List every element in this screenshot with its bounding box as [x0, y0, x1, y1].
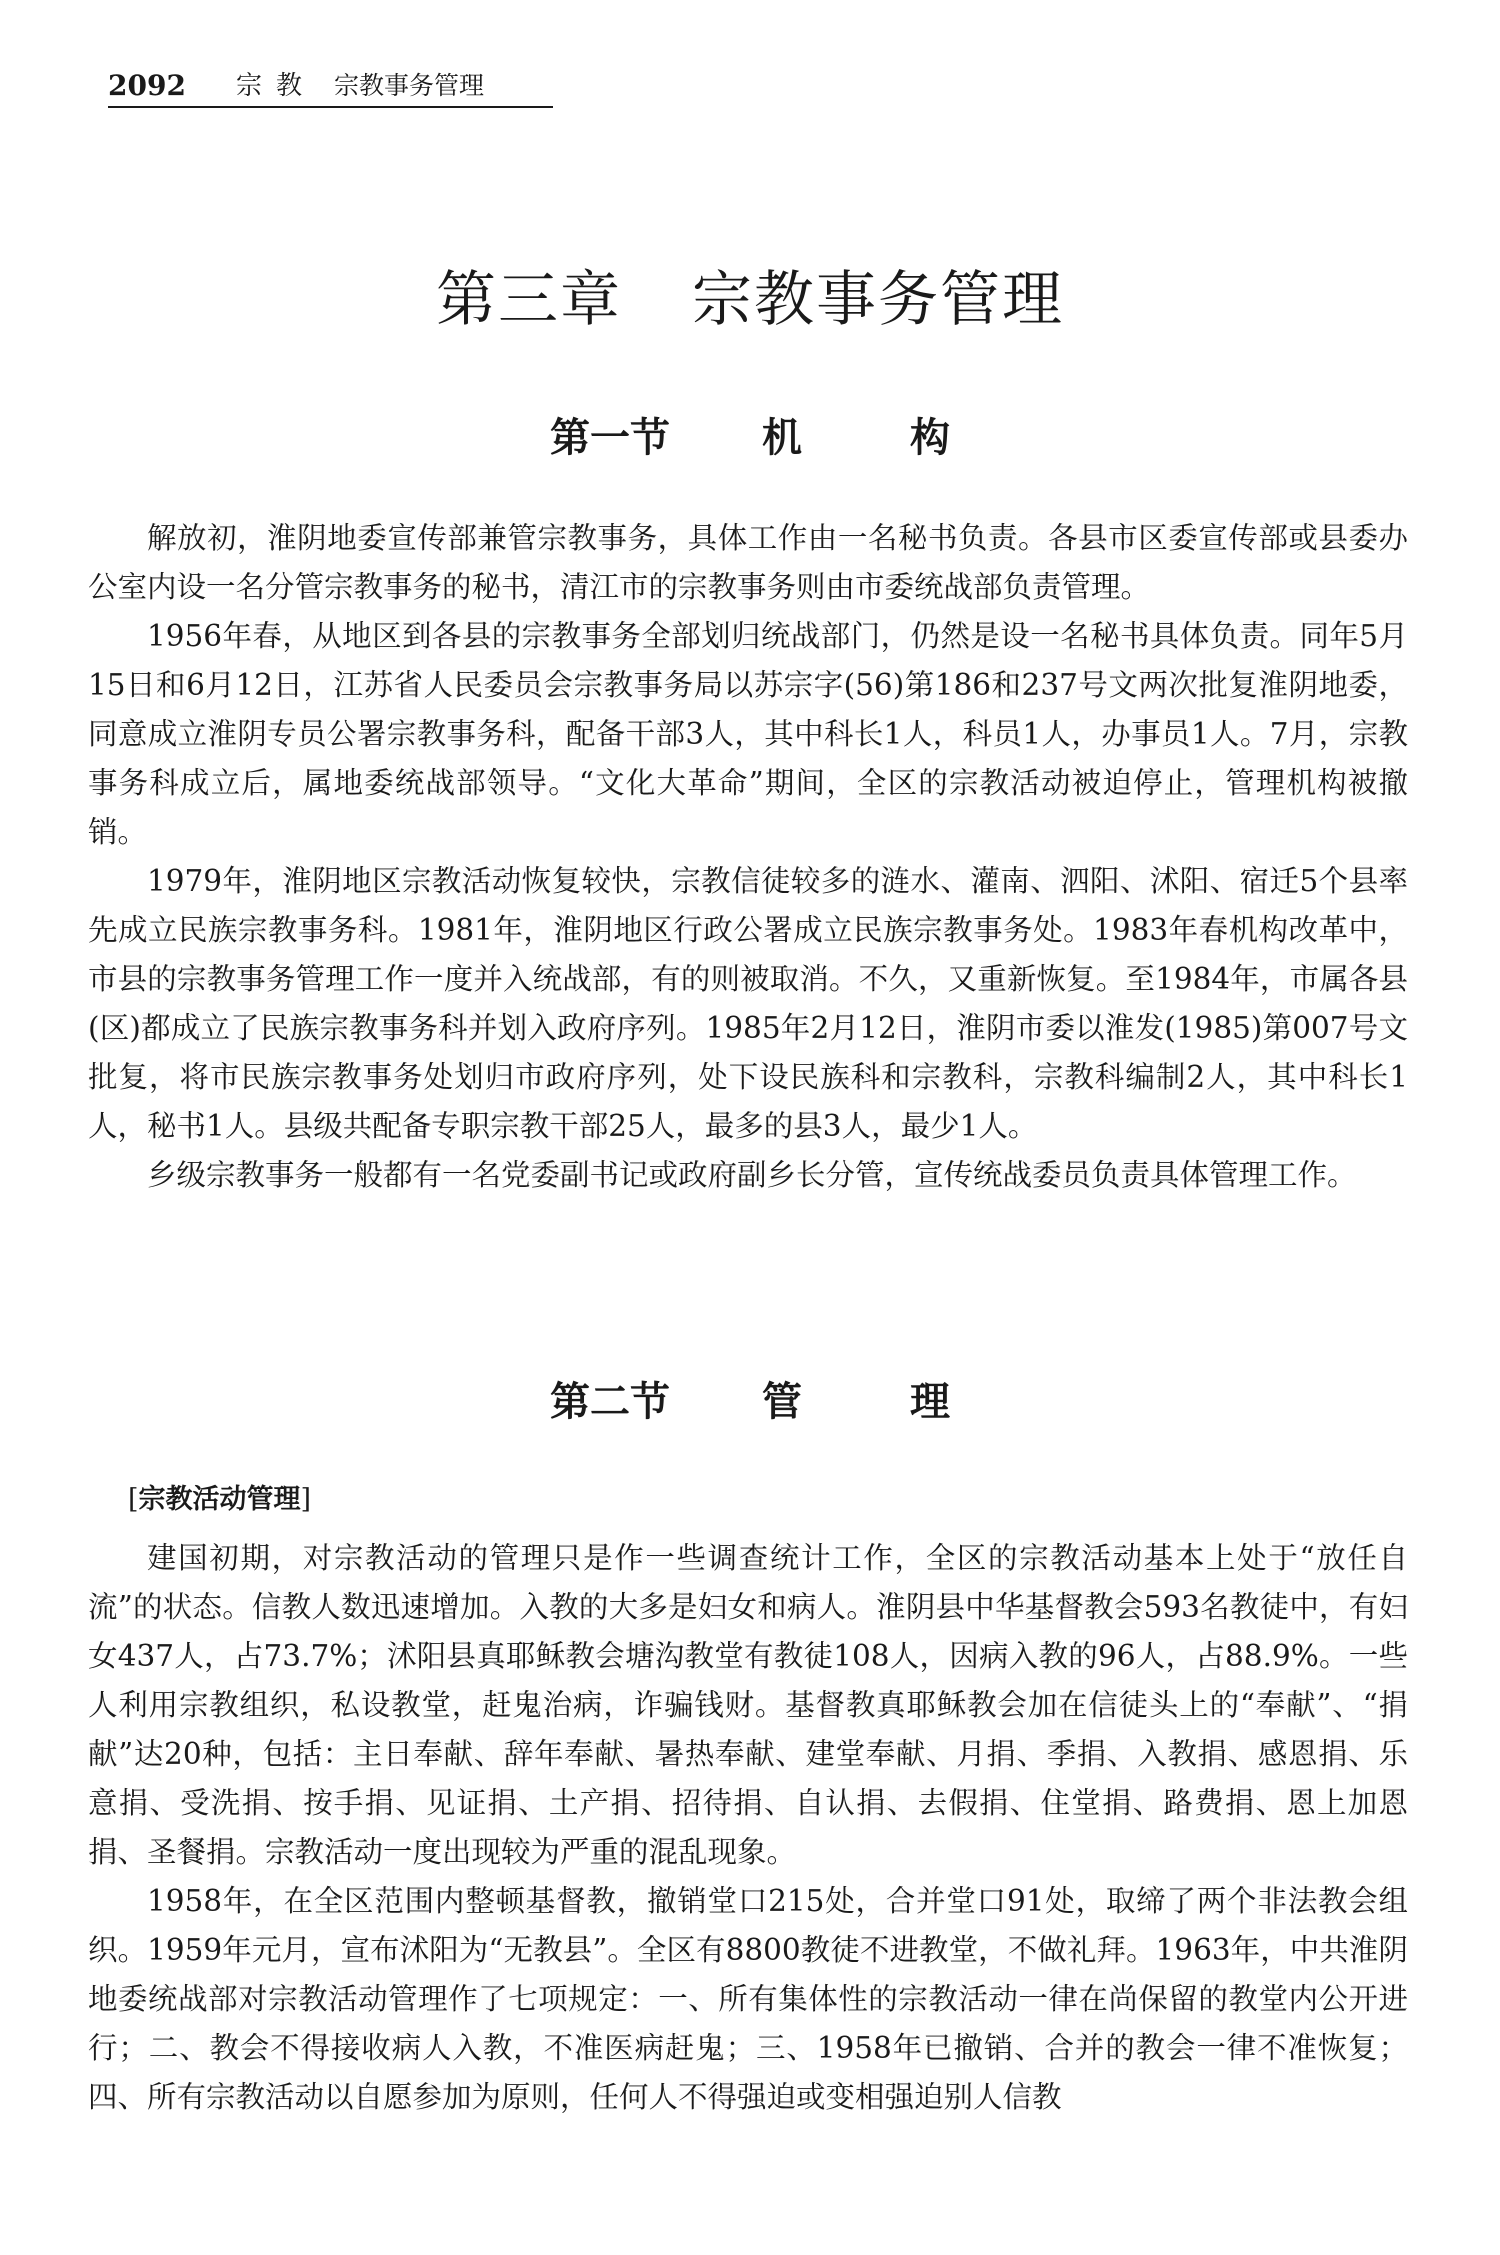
- paragraph: 解放初，淮阴地委宣传部兼管宗教事务，具体工作由一名秘书负责。各县市区委宣传部或县委办公室内设一名分管宗教事务的秘书，清江市的宗教事务则由市委统战部负责管理。: [88, 521, 1408, 604]
- paragraph: 1958年，在全区范围内整顿基督教，撤销堂口215处，合并堂口91处，取缔了两个非法教会组织。1959年元月，宣布沭阳为“无教县”。全区有8800教徒不进教堂，不做礼拜。1963年，中共淮阴地委统战部对宗教活动管理作了七项规定：一、所有集体性的宗教活动一律在尚保留的教堂内公开进行；二、教会不得接收病人入教，不准医病赶鬼；三、1958年已撤销、合并的教会一律不准恢复；四、所有宗教活动以自愿参加为原则，任何人不得强迫或变相强迫别人信教: [88, 1884, 1408, 2114]
- subheading: [宗教活动管理]: [128, 1484, 312, 1515]
- section-2-char-2: 理: [910, 1379, 950, 1425]
- paragraph: 建国初期，对宗教活动的管理只是作一些调查统计工作，全区的宗教活动基本上处于“放任自流”的状态。信教人数迅速增加。入教的大多是妇女和病人。淮阴县中华基督教会593名教徒中，有妇女437人，占73.7%；沭阳县真耶稣教会塘沟教堂有教徒108人，因病入教的96人，占88.9%。一些人利用宗教组织，私设教堂，赶鬼治病，诈骗钱财。基督教真耶稣教会加在信徒头上的“奉献”、“捐献”达20种，包括：主日奉献、辞年奉献、暑热奉献、建堂奉献、月捐、季捐、入教捐、感恩捐、乐意捐、受洗捐、按手捐、见证捐、土产捐、招待捐、自认捐、去假捐、住堂捐、路费捐、恩上加恩捐、圣餐捐。宗教活动一度出现较为严重的混乱现象。: [88, 1541, 1408, 1869]
- chapter-name: 宗教事务管理: [692, 265, 1064, 335]
- section-2-char-1: 管: [762, 1379, 802, 1425]
- subheading-text: 宗教活动管理: [138, 1484, 301, 1515]
- section-1-label: 第一节: [550, 415, 670, 461]
- section-1-body: [88, 514, 1408, 1200]
- page-number: 2092: [108, 69, 186, 102]
- chapter-title: [0, 262, 1500, 338]
- paragraph: 乡级宗教事务一般都有一名党委副书记或政府副乡长分管，宣传统战委员负责具体管理工作。: [147, 1158, 1357, 1192]
- section-2-title: [0, 1376, 1500, 1428]
- section-2-label: 第二节: [550, 1379, 670, 1425]
- header-subsection: 宗教事务管理: [333, 71, 484, 100]
- paragraph: 1956年春，从地区到各县的宗教事务全部划归统战部门，仍然是设一名秘书具体负责。同年5月15日和6月12日，江苏省人民委员会宗教事务局以苏宗字(56)第186和237号文两次批复淮阴地委，同意成立淮阴专员公署宗教事务科，配备干部3人，其中科长1人，科员1人，办事员1人。7月，宗教事务科成立后，属地委统战部领导。“文化大革命”期间，全区的宗教活动被迫停止，管理机构被撤销。: [88, 619, 1408, 849]
- header-section: 宗教: [235, 71, 316, 101]
- section-2-body: [88, 1534, 1408, 2122]
- paragraph: 1979年，淮阴地区宗教活动恢复较快，宗教信徒较多的涟水、灌南、泗阳、沭阳、宿迁5个县率先成立民族宗教事务科。1981年，淮阴地区行政公署成立民族宗教事务处。1983年春机构改革中，市县的宗教事务管理工作一度并入统战部，有的则被取消。不久，又重新恢复。至1984年，市属各县(区)都成立了民族宗教事务科并划入政府序列。1985年2月12日，淮阴市委以淮发(1985)第007号文批复，将市民族宗教事务处划归市政府序列，处下设民族科和宗教科，宗教科编制2人，其中科长1人，秘书1人。县级共配备专职宗教干部25人，最多的县3人，最少1人。: [88, 864, 1408, 1143]
- chapter-label: 第三章: [436, 265, 622, 335]
- section-1-char-2: 构: [910, 415, 950, 461]
- section-1-char-1: 机: [762, 415, 802, 461]
- running-header: [108, 69, 553, 108]
- section-1-title: [0, 412, 1500, 464]
